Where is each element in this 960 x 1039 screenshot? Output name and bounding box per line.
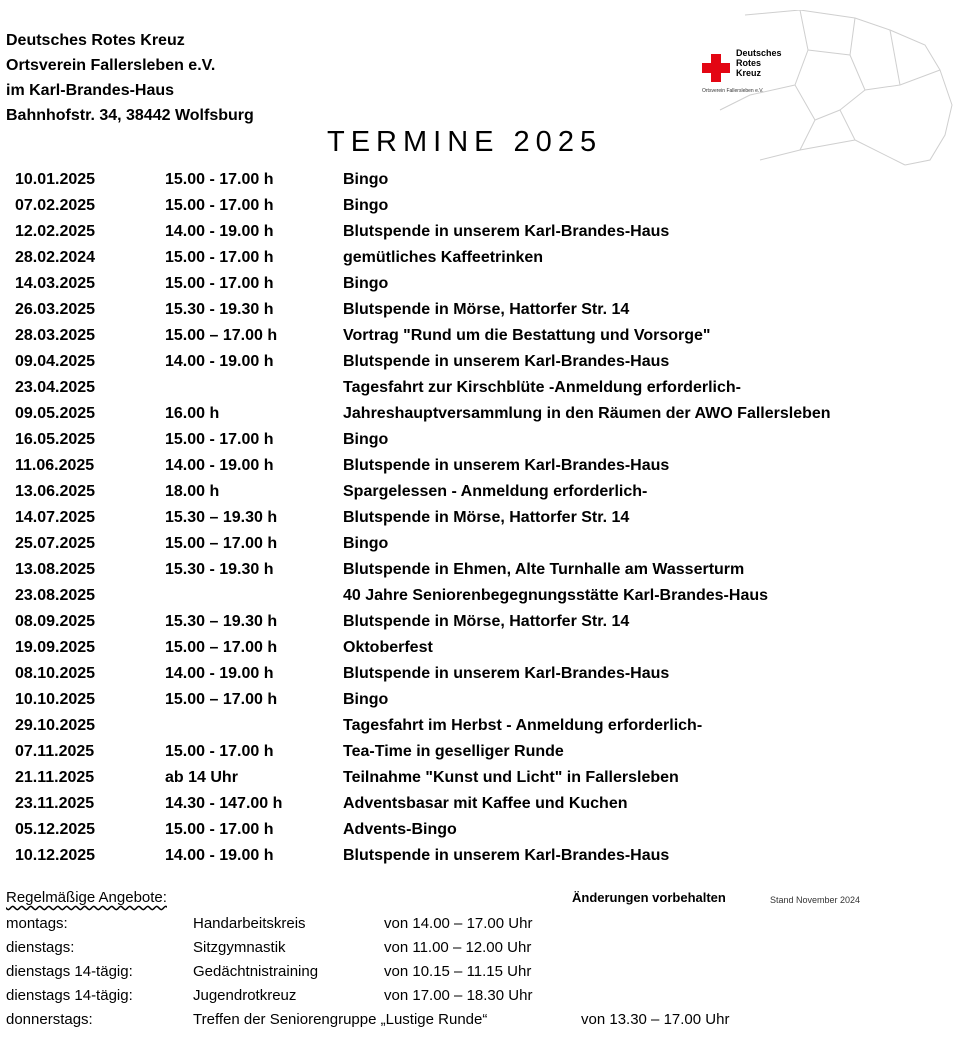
event-description: Bingo (343, 691, 389, 708)
event-date: 09.04.2025 (15, 353, 96, 370)
event-date: 14.03.2025 (15, 275, 96, 292)
event-time: 15.00 – 17.00 h (165, 535, 278, 552)
event-date: 10.12.2025 (15, 847, 96, 864)
event-description: Blutspende in Mörse, Hattorfer Str. 14 (343, 613, 630, 630)
org-branch: Ortsverein Fallersleben e.V. (6, 57, 216, 74)
event-description: Blutspende in Mörse, Hattorfer Str. 14 (343, 509, 630, 526)
event-date: 25.07.2025 (15, 535, 96, 552)
offer-activity: Sitzgymnastik (193, 939, 286, 956)
event-time: 15.00 – 17.00 h (165, 691, 278, 708)
event-date: 08.09.2025 (15, 613, 96, 630)
offer-time: von 17.00 – 18.30 Uhr (384, 987, 533, 1004)
event-time: 15.00 – 17.00 h (165, 639, 278, 656)
event-date: 07.02.2025 (15, 197, 96, 214)
event-time: 15.00 - 17.00 h (165, 275, 274, 292)
event-time: 14.00 - 19.00 h (165, 457, 274, 474)
offer-day: donnerstags: (6, 1011, 93, 1028)
event-time: 14.00 - 19.00 h (165, 223, 274, 240)
stand-date: Stand November 2024 (770, 895, 861, 905)
event-time: 15.00 - 17.00 h (165, 821, 274, 838)
event-description: Blutspende in Mörse, Hattorfer Str. 14 (343, 301, 630, 318)
offer-activity: Handarbeitskreis (193, 915, 306, 932)
page-title: TERMINE 2025 (327, 126, 603, 158)
event-description: Vortrag "Rund um die Bestattung und Vorsorge" (343, 327, 711, 344)
event-date: 23.04.2025 (15, 379, 96, 396)
event-date: 26.03.2025 (15, 301, 96, 318)
event-date: 10.01.2025 (15, 171, 96, 188)
region-map-graphic (690, 10, 955, 170)
event-time: 15.00 - 17.00 h (165, 171, 274, 188)
event-date: 08.10.2025 (15, 665, 96, 682)
event-date: 05.12.2025 (15, 821, 96, 838)
event-description: 40 Jahre Seniorenbegegnungsstätte Karl-Brandes-Haus (343, 587, 769, 604)
event-date: 14.07.2025 (15, 509, 96, 526)
event-description: Bingo (343, 275, 389, 292)
event-description: Teilnahme "Kunst und Licht" in Fallersleben (343, 769, 679, 786)
red-cross-icon (702, 54, 730, 82)
event-description: Bingo (343, 535, 389, 552)
event-description: Adventsbasar mit Kaffee und Kuchen (343, 795, 628, 812)
organization-address (6, 28, 254, 128)
event-time: 16.00 h (165, 405, 220, 422)
event-description: Tea-Time in geselliger Runde (343, 743, 564, 760)
event-description: Advents-Bingo (343, 821, 457, 838)
event-time: 15.30 - 19.30 h (165, 301, 274, 318)
event-description: Tagesfahrt zur Kirschblüte -Anmeldung erforderlich- (343, 379, 741, 396)
event-time: 15.30 – 19.30 h (165, 613, 278, 630)
event-time: 15.00 - 17.00 h (165, 249, 274, 266)
offer-day: dienstags 14-tägig: (6, 963, 133, 980)
event-description: Tagesfahrt im Herbst - Anmeldung erforderlich- (343, 717, 703, 734)
event-description: Spargelessen - Anmeldung erforderlich- (343, 483, 648, 500)
event-date: 11.06.2025 (15, 457, 95, 474)
offer-time: von 11.00 – 12.00 Uhr (384, 939, 532, 956)
event-description: Jahreshauptversammlung in den Räumen der AWO Fallersleben (343, 405, 831, 422)
regular-offers-heading: Regelmäßige Angebote: (6, 889, 167, 906)
offer-day: montags: (6, 915, 68, 932)
event-time: 15.00 - 17.00 h (165, 197, 274, 214)
offer-activity: Jugendrotkreuz (193, 987, 297, 1004)
org-name: Deutsches Rotes Kreuz (6, 32, 185, 49)
offer-activity: Treffen der Seniorengruppe „Lustige Runde“ (193, 1011, 488, 1028)
event-description: Oktoberfest (343, 639, 433, 656)
event-date: 12.02.2025 (15, 223, 96, 240)
event-description: Blutspende in unserem Karl-Brandes-Haus (343, 353, 670, 370)
org-house: im Karl-Brandes-Haus (6, 82, 175, 99)
event-date: 09.05.2025 (15, 405, 96, 422)
event-description: Bingo (343, 431, 389, 448)
offer-time: von 13.30 – 17.00 Uhr (581, 1011, 730, 1028)
event-description: Blutspende in Ehmen, Alte Turnhalle am Wasserturm (343, 561, 745, 578)
offer-time: von 10.15 – 11.15 Uhr (384, 963, 532, 980)
event-description: gemütliches Kaffeetrinken (343, 249, 544, 266)
event-time: 14.00 - 19.00 h (165, 665, 274, 682)
event-date: 23.11.2025 (15, 795, 95, 812)
offer-activity: Gedächtnistraining (193, 963, 319, 980)
event-description: Blutspende in unserem Karl-Brandes-Haus (343, 457, 670, 474)
event-date: 16.05.2025 (15, 431, 96, 448)
event-date: 13.06.2025 (15, 483, 96, 500)
event-date: 29.10.2025 (15, 717, 96, 734)
event-description: Blutspende in unserem Karl-Brandes-Haus (343, 847, 670, 864)
event-description: Blutspende in unserem Karl-Brandes-Haus (343, 665, 670, 682)
changes-note: Änderungen vorbehalten (572, 890, 726, 905)
offer-day: dienstags: (6, 939, 75, 956)
event-date: 21.11.2025 (15, 769, 95, 786)
offer-time: von 14.00 – 17.00 Uhr (384, 915, 533, 932)
event-time: 15.00 – 17.00 h (165, 327, 278, 344)
event-date: 19.09.2025 (15, 639, 96, 656)
event-time: 14.30 - 147.00 h (165, 795, 283, 812)
logo-subtitle: Ortsverein Fallersleben e.V. (702, 88, 764, 94)
event-date: 07.11.2025 (15, 743, 95, 760)
event-time: 14.00 - 19.00 h (165, 847, 274, 864)
event-date: 10.10.2025 (15, 691, 96, 708)
event-time: 18.00 h (165, 483, 220, 500)
offer-day: dienstags 14-tägig: (6, 987, 133, 1004)
event-description: Blutspende in unserem Karl-Brandes-Haus (343, 223, 670, 240)
event-time: 14.00 - 19.00 h (165, 353, 274, 370)
org-street: Bahnhofstr. 34, 38442 Wolfsburg (6, 107, 254, 124)
event-description: Bingo (343, 171, 389, 188)
event-time: 15.00 - 17.00 h (165, 431, 274, 448)
event-time: ab 14 Uhr (165, 769, 238, 786)
event-date: 23.08.2025 (15, 587, 96, 604)
event-time: 15.30 – 19.30 h (165, 509, 278, 526)
event-description: Bingo (343, 197, 389, 214)
event-time: 15.30 - 19.30 h (165, 561, 274, 578)
event-date: 28.03.2025 (15, 327, 96, 344)
event-time: 15.00 - 17.00 h (165, 743, 274, 760)
event-date: 28.02.2024 (15, 249, 96, 266)
logo-text: Deutsches Rotes Kreuz (736, 48, 782, 78)
event-date: 13.08.2025 (15, 561, 96, 578)
